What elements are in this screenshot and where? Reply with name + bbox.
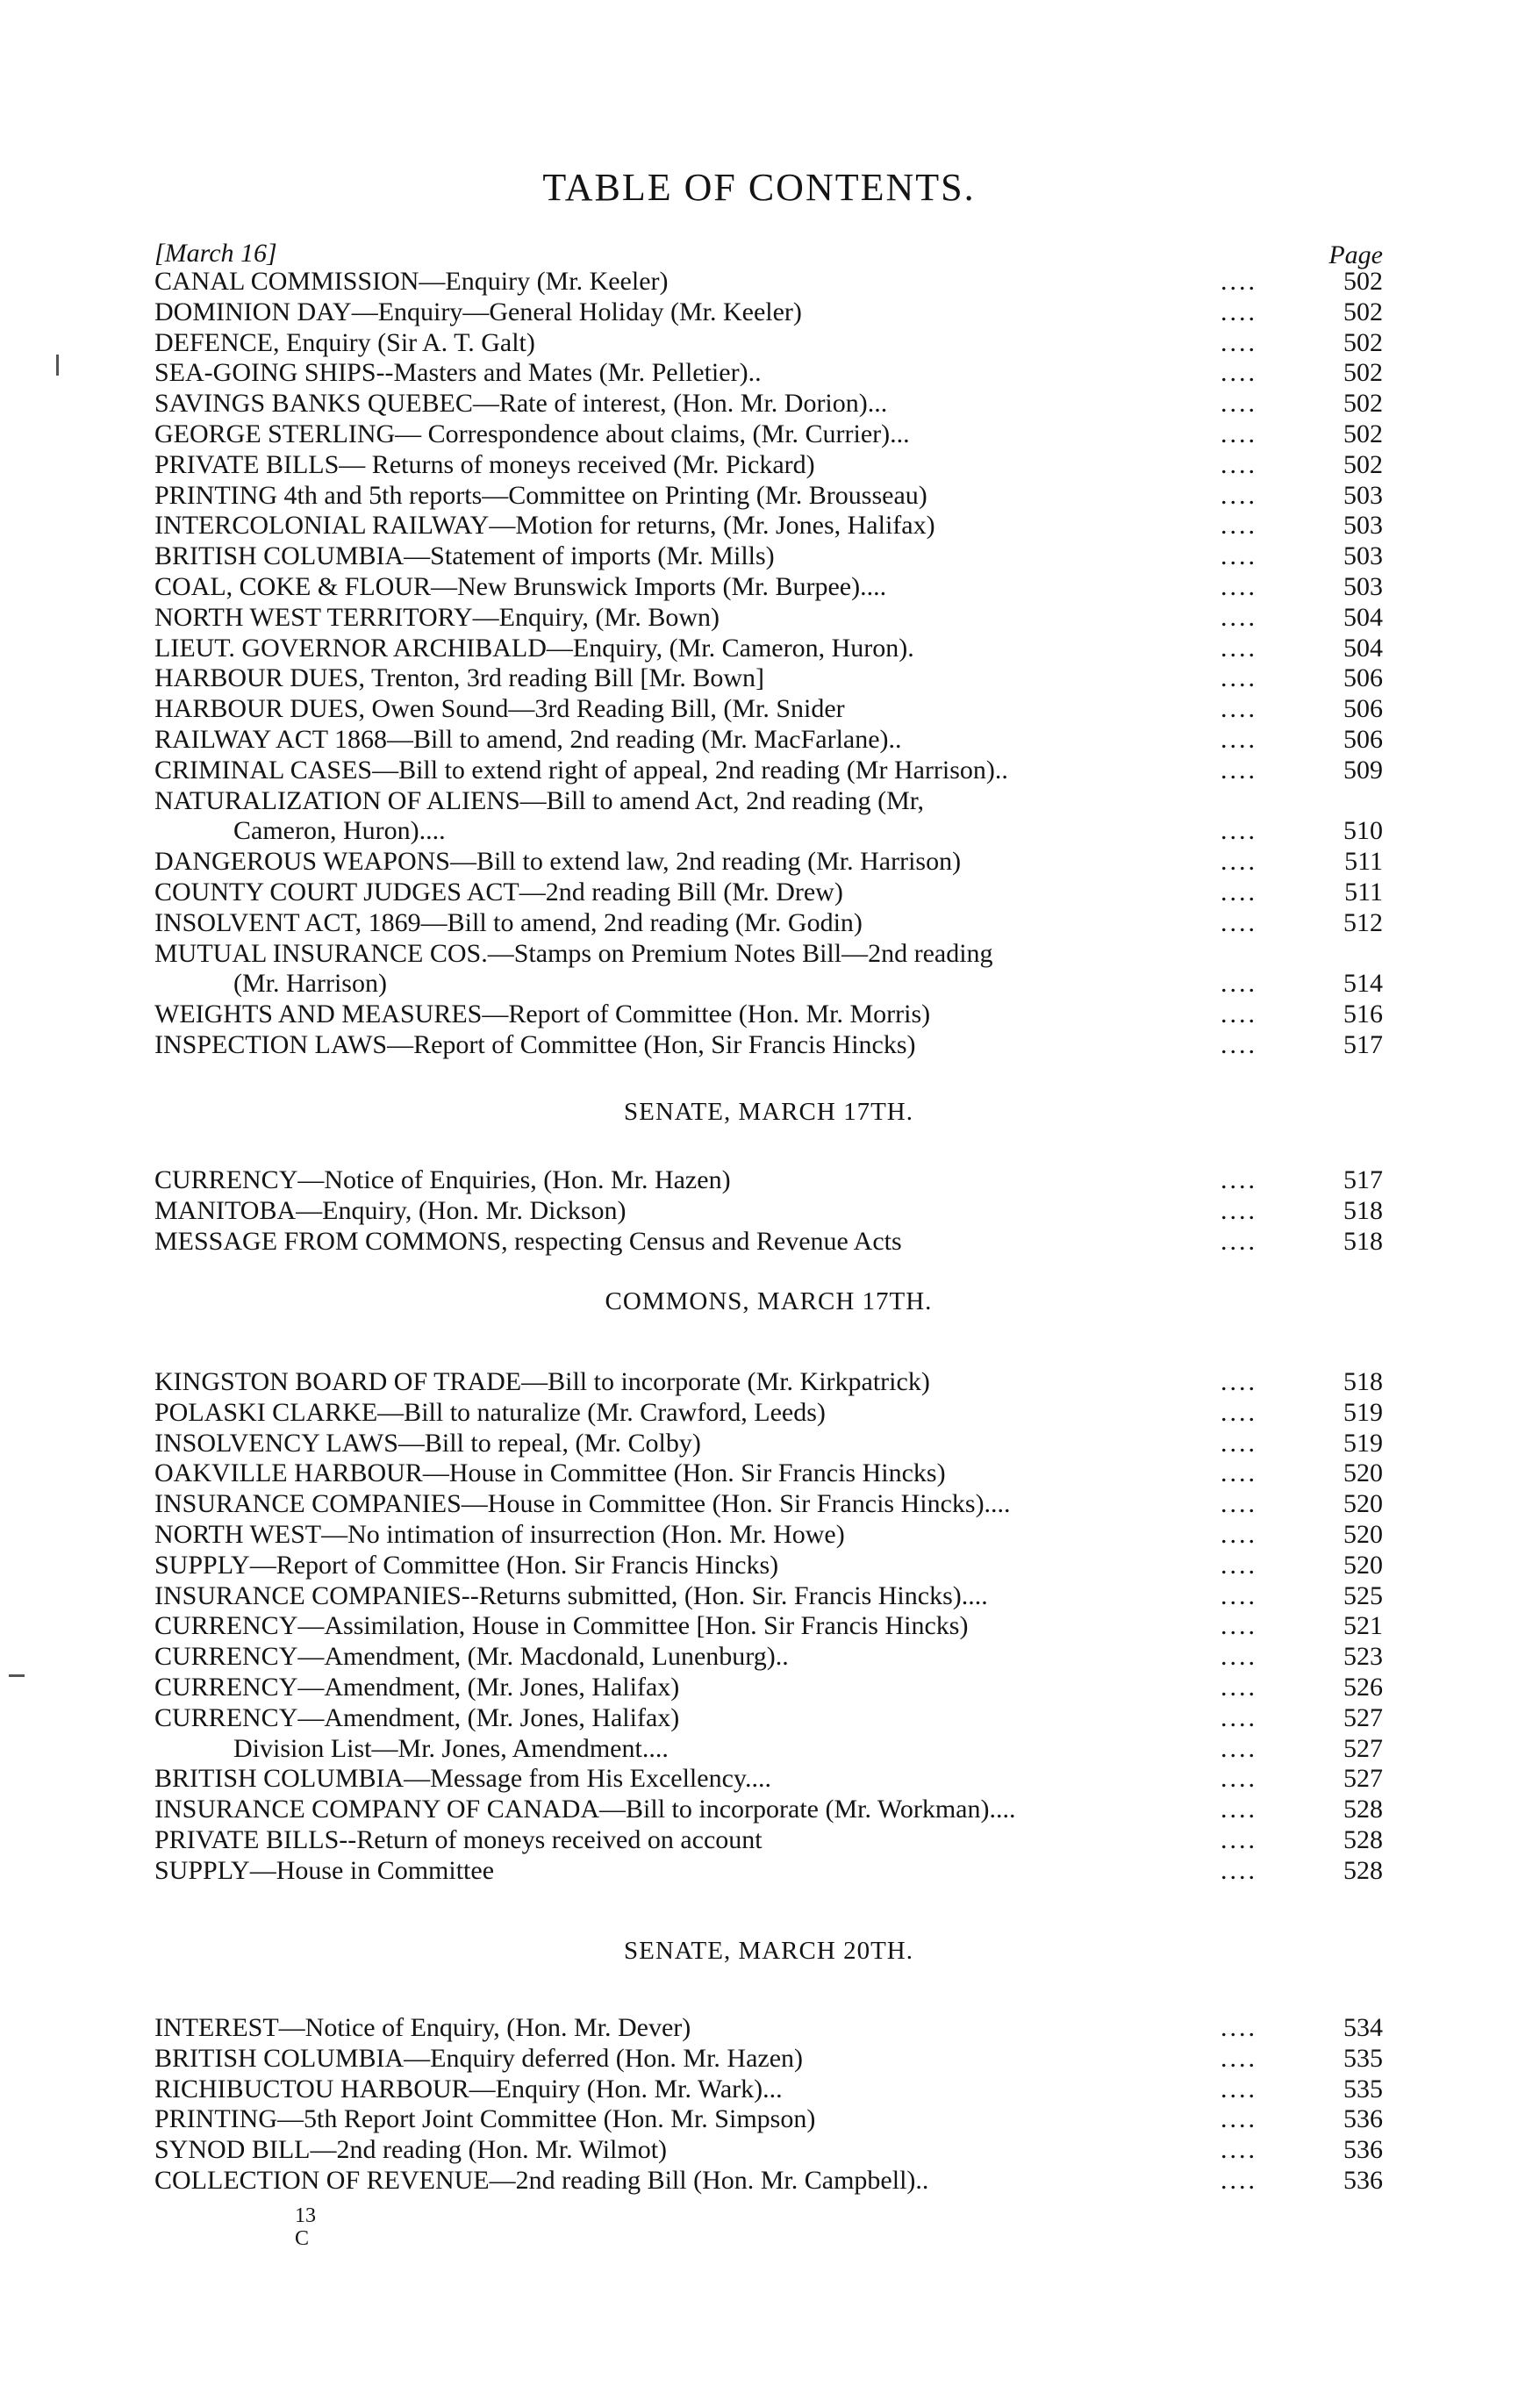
dot-leader: .... <box>1221 1367 1257 1396</box>
dot-leader: .... <box>1221 1489 1257 1519</box>
entry-page-number: 502 <box>1343 267 1383 296</box>
entry-page-number: 504 <box>1343 633 1383 663</box>
dot-leader: .... <box>1221 480 1257 510</box>
entry-page-number: 525 <box>1343 1580 1383 1610</box>
entry-title: GEORGE STERLING— Correspondence about claims, (Mr. Currier)... <box>154 419 910 448</box>
dot-leader: .... <box>1221 2165 1257 2195</box>
dot-leader: .... <box>1221 1550 1257 1580</box>
entry-title: MESSAGE FROM COMMONS, respecting Census and Revenue Acts <box>154 1226 902 1256</box>
toc-entry <box>154 1734 1383 1765</box>
entry-page-number: 526 <box>1343 1672 1383 1702</box>
toc-entry <box>154 1764 1383 1795</box>
toc-entry <box>154 2166 1383 2197</box>
toc-entry <box>154 725 1383 756</box>
toc-entry <box>154 481 1383 512</box>
entry-page-number: 502 <box>1343 389 1383 419</box>
section-commons-march-17 <box>154 1286 1383 1887</box>
entry-page-number: 517 <box>1343 1165 1383 1194</box>
dot-leader: .... <box>1221 297 1257 326</box>
toc-entry <box>154 756 1383 786</box>
section-date: [March 16] <box>154 239 277 268</box>
toc-entry <box>154 358 1383 389</box>
dot-leader: .... <box>1221 724 1257 754</box>
dot-leader: .... <box>1221 969 1257 999</box>
entry-title: NORTH WEST—No intimation of insurrection (Hon. Mr. Howe) <box>154 1519 845 1549</box>
entry-page-number: 535 <box>1343 2074 1383 2103</box>
footer-signature <box>295 2204 316 2250</box>
toc-entry <box>154 603 1383 634</box>
toc-entry <box>154 816 1383 847</box>
entry-title: MUTUAL INSURANCE COS.—Stamps on Premium Notes Bill—2nd reading <box>154 938 993 968</box>
entry-page-number: 518 <box>1343 1367 1383 1396</box>
entry-title: MANITOBA—Enquiry, (Hon. Mr. Dickson) <box>154 1195 627 1225</box>
dot-leader: .... <box>1221 267 1257 296</box>
dot-leader: .... <box>1221 419 1257 448</box>
entry-title: INSURANCE COMPANY OF CANADA—Bill to incorporate (Mr. Workman).... <box>154 1795 1016 1824</box>
entry-title: (Mr. Harrison) <box>233 969 387 999</box>
entry-list <box>154 2013 1383 2197</box>
entry-title: SUPPLY—House in Committee <box>154 1855 495 1885</box>
section-heading: SENATE, MARCH 17TH. <box>624 1098 913 1126</box>
entry-title: CURRENCY—Amendment, (Mr. Macdonald, Lunenburg).. <box>154 1642 789 1672</box>
entry-page-number: 527 <box>1343 1733 1383 1763</box>
dot-leader: .... <box>1221 1000 1257 1029</box>
entry-page-number: 510 <box>1343 816 1383 846</box>
toc-entry <box>154 786 1383 817</box>
toc-entry <box>154 1581 1383 1612</box>
entry-page-number: 520 <box>1343 1489 1383 1519</box>
entry-page-number: 502 <box>1343 449 1383 479</box>
section-heading: SENATE, MARCH 20TH. <box>624 1937 913 1965</box>
entry-page-number: 528 <box>1343 1855 1383 1885</box>
toc-entry <box>154 419 1383 450</box>
entry-page-number: 506 <box>1343 663 1383 693</box>
section-march-16 <box>154 239 1383 1061</box>
toc-entry <box>154 1825 1383 1856</box>
entry-list <box>154 1165 1383 1257</box>
section-senate-march-17 <box>154 1097 1383 1257</box>
toc-entry <box>154 847 1383 878</box>
entry-title: NORTH WEST TERRITORY—Enquiry, (Mr. Bown) <box>154 602 720 632</box>
entry-list <box>154 267 1383 1061</box>
footer-letter: C <box>295 2227 310 2250</box>
toc-entry <box>154 939 1383 970</box>
toc-entry <box>154 1489 1383 1520</box>
entry-title: INSURANCE COMPANIES--Returns submitted, (Hon. Sir. Francis Hincks).... <box>154 1580 988 1610</box>
section-senate-march-20 <box>154 1936 1383 2197</box>
toc-entry <box>154 1703 1383 1734</box>
dot-leader: .... <box>1221 633 1257 663</box>
toc-entry <box>154 1856 1383 1887</box>
entry-title: HARBOUR DUES, Trenton, 3rd reading Bill [Mr. Bown] <box>154 663 765 693</box>
dot-leader: .... <box>1221 1029 1257 1059</box>
entry-title: SAVINGS BANKS QUEBEC—Rate of interest, (Hon. Mr. Dorion)... <box>154 389 888 419</box>
entry-page-number: 514 <box>1343 969 1383 999</box>
entry-page-number: 517 <box>1343 1029 1383 1059</box>
toc-entry <box>154 1795 1383 1825</box>
toc-entry <box>154 663 1383 694</box>
dot-leader: .... <box>1221 1458 1257 1488</box>
toc-entry <box>154 2104 1383 2135</box>
toc-entry <box>154 1196 1383 1227</box>
entry-title: KINGSTON BOARD OF TRADE—Bill to incorporate (Mr. Kirkpatrick) <box>154 1367 930 1396</box>
page-title: TABLE OF CONTENTS. <box>542 166 976 209</box>
toc-entry <box>154 1000 1383 1030</box>
entry-title: INSURANCE COMPANIES—House in Committee (Hon. Sir Francis Hincks).... <box>154 1489 1011 1519</box>
entry-page-number: 502 <box>1343 327 1383 357</box>
dot-leader: .... <box>1221 1226 1257 1256</box>
entry-title: CURRENCY—Amendment, (Mr. Jones, Halifax) <box>154 1672 680 1702</box>
entry-page-number: 519 <box>1343 1397 1383 1427</box>
entry-title: RAILWAY ACT 1868—Bill to amend, 2nd reading (Mr. MacFarlane).. <box>154 724 902 754</box>
entry-title: LIEUT. GOVERNOR ARCHIBALD—Enquiry, (Mr. Cameron, Huron). <box>154 633 914 663</box>
entry-page-number: 504 <box>1343 602 1383 632</box>
toc-entry <box>154 541 1383 572</box>
dot-leader: .... <box>1221 1642 1257 1672</box>
dot-leader: .... <box>1221 1824 1257 1854</box>
dot-leader: .... <box>1221 358 1257 388</box>
toc-entry <box>154 2135 1383 2166</box>
dot-leader: .... <box>1221 1580 1257 1610</box>
dot-leader: .... <box>1221 602 1257 632</box>
toc-entry <box>154 1673 1383 1703</box>
dot-leader: .... <box>1221 1672 1257 1702</box>
entry-title: BRITISH COLUMBIA—Message from His Excellency.... <box>154 1764 771 1794</box>
dot-leader: .... <box>1221 694 1257 724</box>
entry-page-number: 509 <box>1343 755 1383 785</box>
toc-entry <box>154 450 1383 481</box>
entry-title: BRITISH COLUMBIA—Enquiry deferred (Hon. Mr. Hazen) <box>154 2043 804 2073</box>
dot-leader: .... <box>1221 1195 1257 1225</box>
toc-entry <box>154 1551 1383 1581</box>
entry-page-number: 503 <box>1343 571 1383 601</box>
dot-leader: .... <box>1221 1397 1257 1427</box>
entry-title: INSOLVENT ACT, 1869—Bill to amend, 2nd reading (Mr. Godin) <box>154 907 863 937</box>
entry-page-number: 503 <box>1343 511 1383 541</box>
dot-leader: .... <box>1221 1611 1257 1641</box>
entry-title: DOMINION DAY—Enquiry—General Holiday (Mr. Keeler) <box>154 297 802 326</box>
section-header-row <box>154 239 1383 267</box>
dot-leader: .... <box>1221 1428 1257 1458</box>
entry-title: PRIVATE BILLS--Return of moneys received on account <box>154 1824 763 1854</box>
toc-entry <box>154 1227 1383 1258</box>
entry-title: OAKVILLE HARBOUR—House in Committee (Hon. Sir Francis Hincks) <box>154 1458 946 1488</box>
entry-title: CANAL COMMISSION—Enquiry (Mr. Keeler) <box>154 267 669 296</box>
entry-title: PRINTING 4th and 5th reports—Committee on Printing (Mr. Brousseau) <box>154 480 927 510</box>
entry-title: RICHIBUCTOU HARBOUR—Enquiry (Hon. Mr. Wark)... <box>154 2074 783 2103</box>
dot-leader: .... <box>1221 389 1257 419</box>
dot-leader: .... <box>1221 2013 1257 2042</box>
scan-speck <box>9 1674 25 1677</box>
toc-entry <box>154 328 1383 359</box>
toc-entry <box>154 1030 1383 1061</box>
entry-page-number: 523 <box>1343 1642 1383 1672</box>
entry-page-number: 518 <box>1343 1226 1383 1256</box>
entry-title: INSOLVENCY LAWS—Bill to repeal, (Mr. Colby) <box>154 1428 701 1458</box>
entry-page-number: 511 <box>1344 847 1383 877</box>
entry-title: POLASKI CLARKE—Bill to naturalize (Mr. Crawford, Leeds) <box>154 1397 826 1427</box>
entry-list <box>154 1367 1383 1887</box>
toc-entry <box>154 2075 1383 2105</box>
entry-title: SEA-GOING SHIPS--Masters and Mates (Mr. Pelletier).. <box>154 358 762 388</box>
dot-leader: .... <box>1221 816 1257 846</box>
entry-page-number: 520 <box>1343 1550 1383 1580</box>
dot-leader: .... <box>1221 327 1257 357</box>
toc-entry <box>154 511 1383 541</box>
entry-page-number: 536 <box>1343 2165 1383 2195</box>
dot-leader: .... <box>1221 2104 1257 2134</box>
entry-page-number: 506 <box>1343 694 1383 724</box>
entry-title: INSPECTION LAWS—Report of Committee (Hon, Sir Francis Hincks) <box>154 1029 916 1059</box>
toc-entry <box>154 297 1383 328</box>
dot-leader: .... <box>1221 2135 1257 2165</box>
toc-entry <box>154 2013 1383 2044</box>
entry-title: Cameron, Huron).... <box>233 816 446 846</box>
toc-entry <box>154 572 1383 603</box>
dot-leader: .... <box>1221 2043 1257 2073</box>
entry-title: SYNOD BILL—2nd reading (Hon. Mr. Wilmot) <box>154 2135 668 2165</box>
toc-entry <box>154 1458 1383 1489</box>
entry-page-number: 506 <box>1343 724 1383 754</box>
dot-leader: .... <box>1221 511 1257 541</box>
entry-title: BRITISH COLUMBIA—Statement of imports (Mr. Mills) <box>154 541 775 571</box>
entry-page-number: 520 <box>1343 1458 1383 1488</box>
dot-leader: .... <box>1221 663 1257 693</box>
dot-leader: .... <box>1221 877 1257 907</box>
entry-title: HARBOUR DUES, Owen Sound—3rd Reading Bill, (Mr. Snider <box>154 694 845 724</box>
entry-page-number: 521 <box>1343 1611 1383 1641</box>
entry-page-number: 512 <box>1343 907 1383 937</box>
dot-leader: .... <box>1221 1733 1257 1763</box>
dot-leader: .... <box>1221 449 1257 479</box>
entry-page-number: 536 <box>1343 2104 1383 2134</box>
toc-entry <box>154 694 1383 725</box>
entry-page-number: 503 <box>1343 480 1383 510</box>
toc-entry <box>154 969 1383 1000</box>
toc-entry <box>154 1520 1383 1551</box>
toc-entry <box>154 1398 1383 1429</box>
entry-title: WEIGHTS AND MEASURES—Report of Committee (Hon. Mr. Morris) <box>154 1000 931 1029</box>
entry-page-number: 528 <box>1343 1795 1383 1824</box>
toc-entry <box>154 1165 1383 1196</box>
dot-leader: .... <box>1221 1764 1257 1794</box>
entry-title: COLLECTION OF REVENUE—2nd reading Bill (Hon. Mr. Campbell).. <box>154 2165 929 2195</box>
dot-leader: .... <box>1221 541 1257 571</box>
entry-title: INTEREST—Notice of Enquiry, (Hon. Mr. Dever) <box>154 2013 691 2042</box>
entry-page-number: 528 <box>1343 1824 1383 1854</box>
entry-page-number: 518 <box>1343 1195 1383 1225</box>
entry-page-number: 516 <box>1343 1000 1383 1029</box>
entry-page-number: 527 <box>1343 1764 1383 1794</box>
toc-entry <box>154 267 1383 297</box>
toc-entry <box>154 2044 1383 2075</box>
dot-leader: .... <box>1221 1519 1257 1549</box>
dot-leader: .... <box>1221 1702 1257 1732</box>
scan-speck <box>56 355 59 376</box>
page-column-header: Page <box>1328 240 1383 269</box>
entry-page-number: 502 <box>1343 358 1383 388</box>
dot-leader: .... <box>1221 571 1257 601</box>
dot-leader: .... <box>1221 1165 1257 1194</box>
entry-title: SUPPLY—Report of Committee (Hon. Sir Francis Hincks) <box>154 1550 779 1580</box>
entry-page-number: 502 <box>1343 419 1383 448</box>
entry-title: DEFENCE, Enquiry (Sir A. T. Galt) <box>154 327 535 357</box>
toc-entry <box>154 1367 1383 1398</box>
entry-title: Division List—Mr. Jones, Amendment.... <box>233 1733 669 1763</box>
toc-entry <box>154 389 1383 419</box>
entry-title: NATURALIZATION OF ALIENS—Bill to amend Act, 2nd reading (Mr, <box>154 785 925 815</box>
dot-leader: .... <box>1221 1855 1257 1885</box>
entry-title: PRIVATE BILLS— Returns of moneys received (Mr. Pickard) <box>154 449 815 479</box>
dot-leader: .... <box>1221 755 1257 785</box>
entry-title: DANGEROUS WEAPONS—Bill to extend law, 2nd reading (Mr. Harrison) <box>154 847 962 877</box>
toc-entry <box>154 908 1383 939</box>
entry-title: INTERCOLONIAL RAILWAY—Motion for returns, (Mr. Jones, Halifax) <box>154 511 935 541</box>
entry-page-number: 534 <box>1343 2013 1383 2042</box>
entry-title: COUNTY COURT JUDGES ACT—2nd reading Bill (Mr. Drew) <box>154 877 843 907</box>
dot-leader: .... <box>1221 2074 1257 2103</box>
entry-title: CURRENCY—Amendment, (Mr. Jones, Halifax) <box>154 1702 680 1732</box>
toc-entry <box>154 1611 1383 1642</box>
entry-title: CURRENCY—Assimilation, House in Committee [Hon. Sir Francis Hincks) <box>154 1611 969 1641</box>
entry-page-number: 527 <box>1343 1702 1383 1732</box>
entry-page-number: 503 <box>1343 541 1383 571</box>
entry-title: CURRENCY—Notice of Enquiries, (Hon. Mr. Hazen) <box>154 1165 731 1194</box>
entry-page-number: 536 <box>1343 2135 1383 2165</box>
section-heading: COMMONS, MARCH 17TH. <box>605 1287 933 1315</box>
dot-leader: .... <box>1221 907 1257 937</box>
entry-page-number: 535 <box>1343 2043 1383 2073</box>
entry-page-number: 520 <box>1343 1519 1383 1549</box>
toc-entry <box>154 634 1383 664</box>
toc-entry <box>154 878 1383 908</box>
entry-page-number: 502 <box>1343 297 1383 326</box>
entry-page-number: 511 <box>1344 877 1383 907</box>
dot-leader: .... <box>1221 1795 1257 1824</box>
toc-entry <box>154 1429 1383 1459</box>
entry-title: CRIMINAL CASES—Bill to extend right of appeal, 2nd reading (Mr Harrison).. <box>154 755 1008 785</box>
dot-leader: .... <box>1221 847 1257 877</box>
entry-title: PRINTING—5th Report Joint Committee (Hon. Mr. Simpson) <box>154 2104 816 2134</box>
toc-entry <box>154 1642 1383 1673</box>
footer-number: 13 <box>295 2204 316 2227</box>
entry-title: COAL, COKE & FLOUR—New Brunswick Imports (Mr. Burpee).... <box>154 571 887 601</box>
entry-page-number: 519 <box>1343 1428 1383 1458</box>
